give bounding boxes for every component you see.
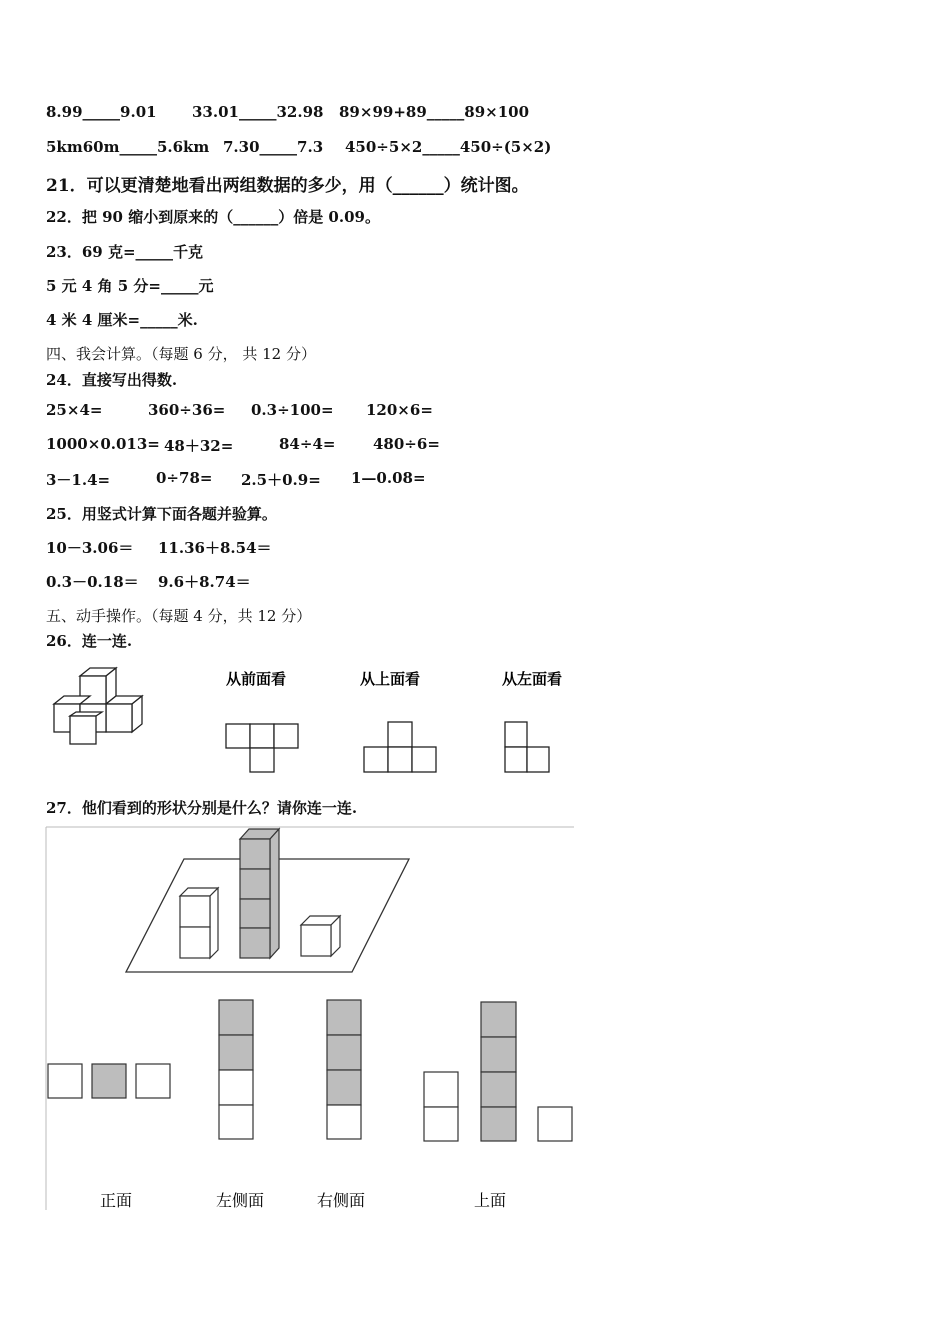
label-left-side: 左侧面 bbox=[216, 1191, 265, 1210]
option-right-side-view bbox=[327, 1000, 361, 1139]
calc-item: 25×4= bbox=[46, 401, 103, 419]
calc-item: 2.5＋0.9= bbox=[241, 471, 321, 489]
calc-item: 84÷4= bbox=[279, 435, 336, 453]
compare-item: 33.01_____32.98 bbox=[192, 103, 324, 121]
vertical-calc-item: 10－3.06＝ bbox=[46, 539, 134, 557]
view-shape-left bbox=[505, 722, 549, 772]
compare-item: 450÷5×2_____450÷(5×2) bbox=[345, 138, 552, 156]
question-21: 21．可以更清楚地看出两组数据的多少，用（______）统计图。 bbox=[46, 176, 529, 196]
view-shape-front bbox=[226, 724, 298, 772]
view-label-top: 从上面看 bbox=[360, 670, 421, 688]
option-left-side-view bbox=[219, 1000, 253, 1139]
vertical-calc-item: 0.3－0.18＝ bbox=[46, 573, 139, 591]
view-label-left: 从左面看 bbox=[502, 670, 563, 688]
right-cube bbox=[301, 916, 340, 956]
calc-item: 1—0.08= bbox=[351, 469, 426, 487]
question-26-title: 26．连一连. bbox=[46, 632, 133, 650]
question-25-title: 25．用竖式计算下面各题并验算。 bbox=[46, 505, 277, 523]
calc-item: 1000×0.013= bbox=[46, 435, 160, 453]
question-27-title: 27．他们看到的形状分别是什么？请你连一连. bbox=[46, 799, 358, 817]
section-5-heading: 五、动手操作。（每题 4 分，共 12 分） bbox=[46, 607, 312, 625]
calc-item: 120×6= bbox=[366, 401, 433, 419]
label-top: 上面 bbox=[474, 1191, 507, 1210]
tall-cube-stack bbox=[240, 829, 279, 958]
compare-item: 8.99_____9.01 bbox=[46, 103, 157, 121]
q26-cube-stack bbox=[54, 668, 142, 744]
q27-figure bbox=[44, 826, 574, 1210]
label-right-side: 右侧面 bbox=[317, 1191, 366, 1210]
calc-item: 360÷36= bbox=[148, 401, 226, 419]
question-23c: 4 米 4 厘米=_____米. bbox=[46, 311, 198, 329]
question-23a: 23．69 克=_____千克 bbox=[46, 243, 204, 261]
question-23b: 5 元 4 角 5 分=_____元 bbox=[46, 277, 214, 295]
option-top-view bbox=[424, 1002, 572, 1141]
section-4-heading: 四、我会计算。（每题 6 分， 共 12 分） bbox=[46, 345, 316, 363]
calc-item: 48＋32= bbox=[164, 437, 234, 455]
question-24-title: 24．直接写出得数. bbox=[46, 371, 178, 389]
compare-item: 5km60m_____5.6km bbox=[46, 138, 210, 156]
calc-item: 0÷78= bbox=[156, 469, 213, 487]
compare-item: 7.30_____7.3 bbox=[223, 138, 324, 156]
option-front-view bbox=[48, 1064, 170, 1098]
q26-figure bbox=[40, 660, 580, 780]
vertical-calc-item: 9.6＋8.74＝ bbox=[158, 573, 251, 591]
question-22: 22．把 90 缩小到原来的（______）倍是 0.09。 bbox=[46, 208, 380, 226]
calc-item: 3－1.4= bbox=[46, 471, 111, 489]
view-shape-top bbox=[364, 722, 436, 772]
calc-item: 480÷6= bbox=[373, 435, 440, 453]
compare-item: 89×99+89_____89×100 bbox=[339, 103, 530, 121]
left-cube-stack bbox=[180, 888, 218, 958]
view-label-front: 从前面看 bbox=[226, 670, 287, 688]
calc-item: 0.3÷100= bbox=[251, 401, 334, 419]
label-front: 正面 bbox=[100, 1191, 133, 1210]
vertical-calc-item: 11.36＋8.54＝ bbox=[158, 539, 272, 557]
